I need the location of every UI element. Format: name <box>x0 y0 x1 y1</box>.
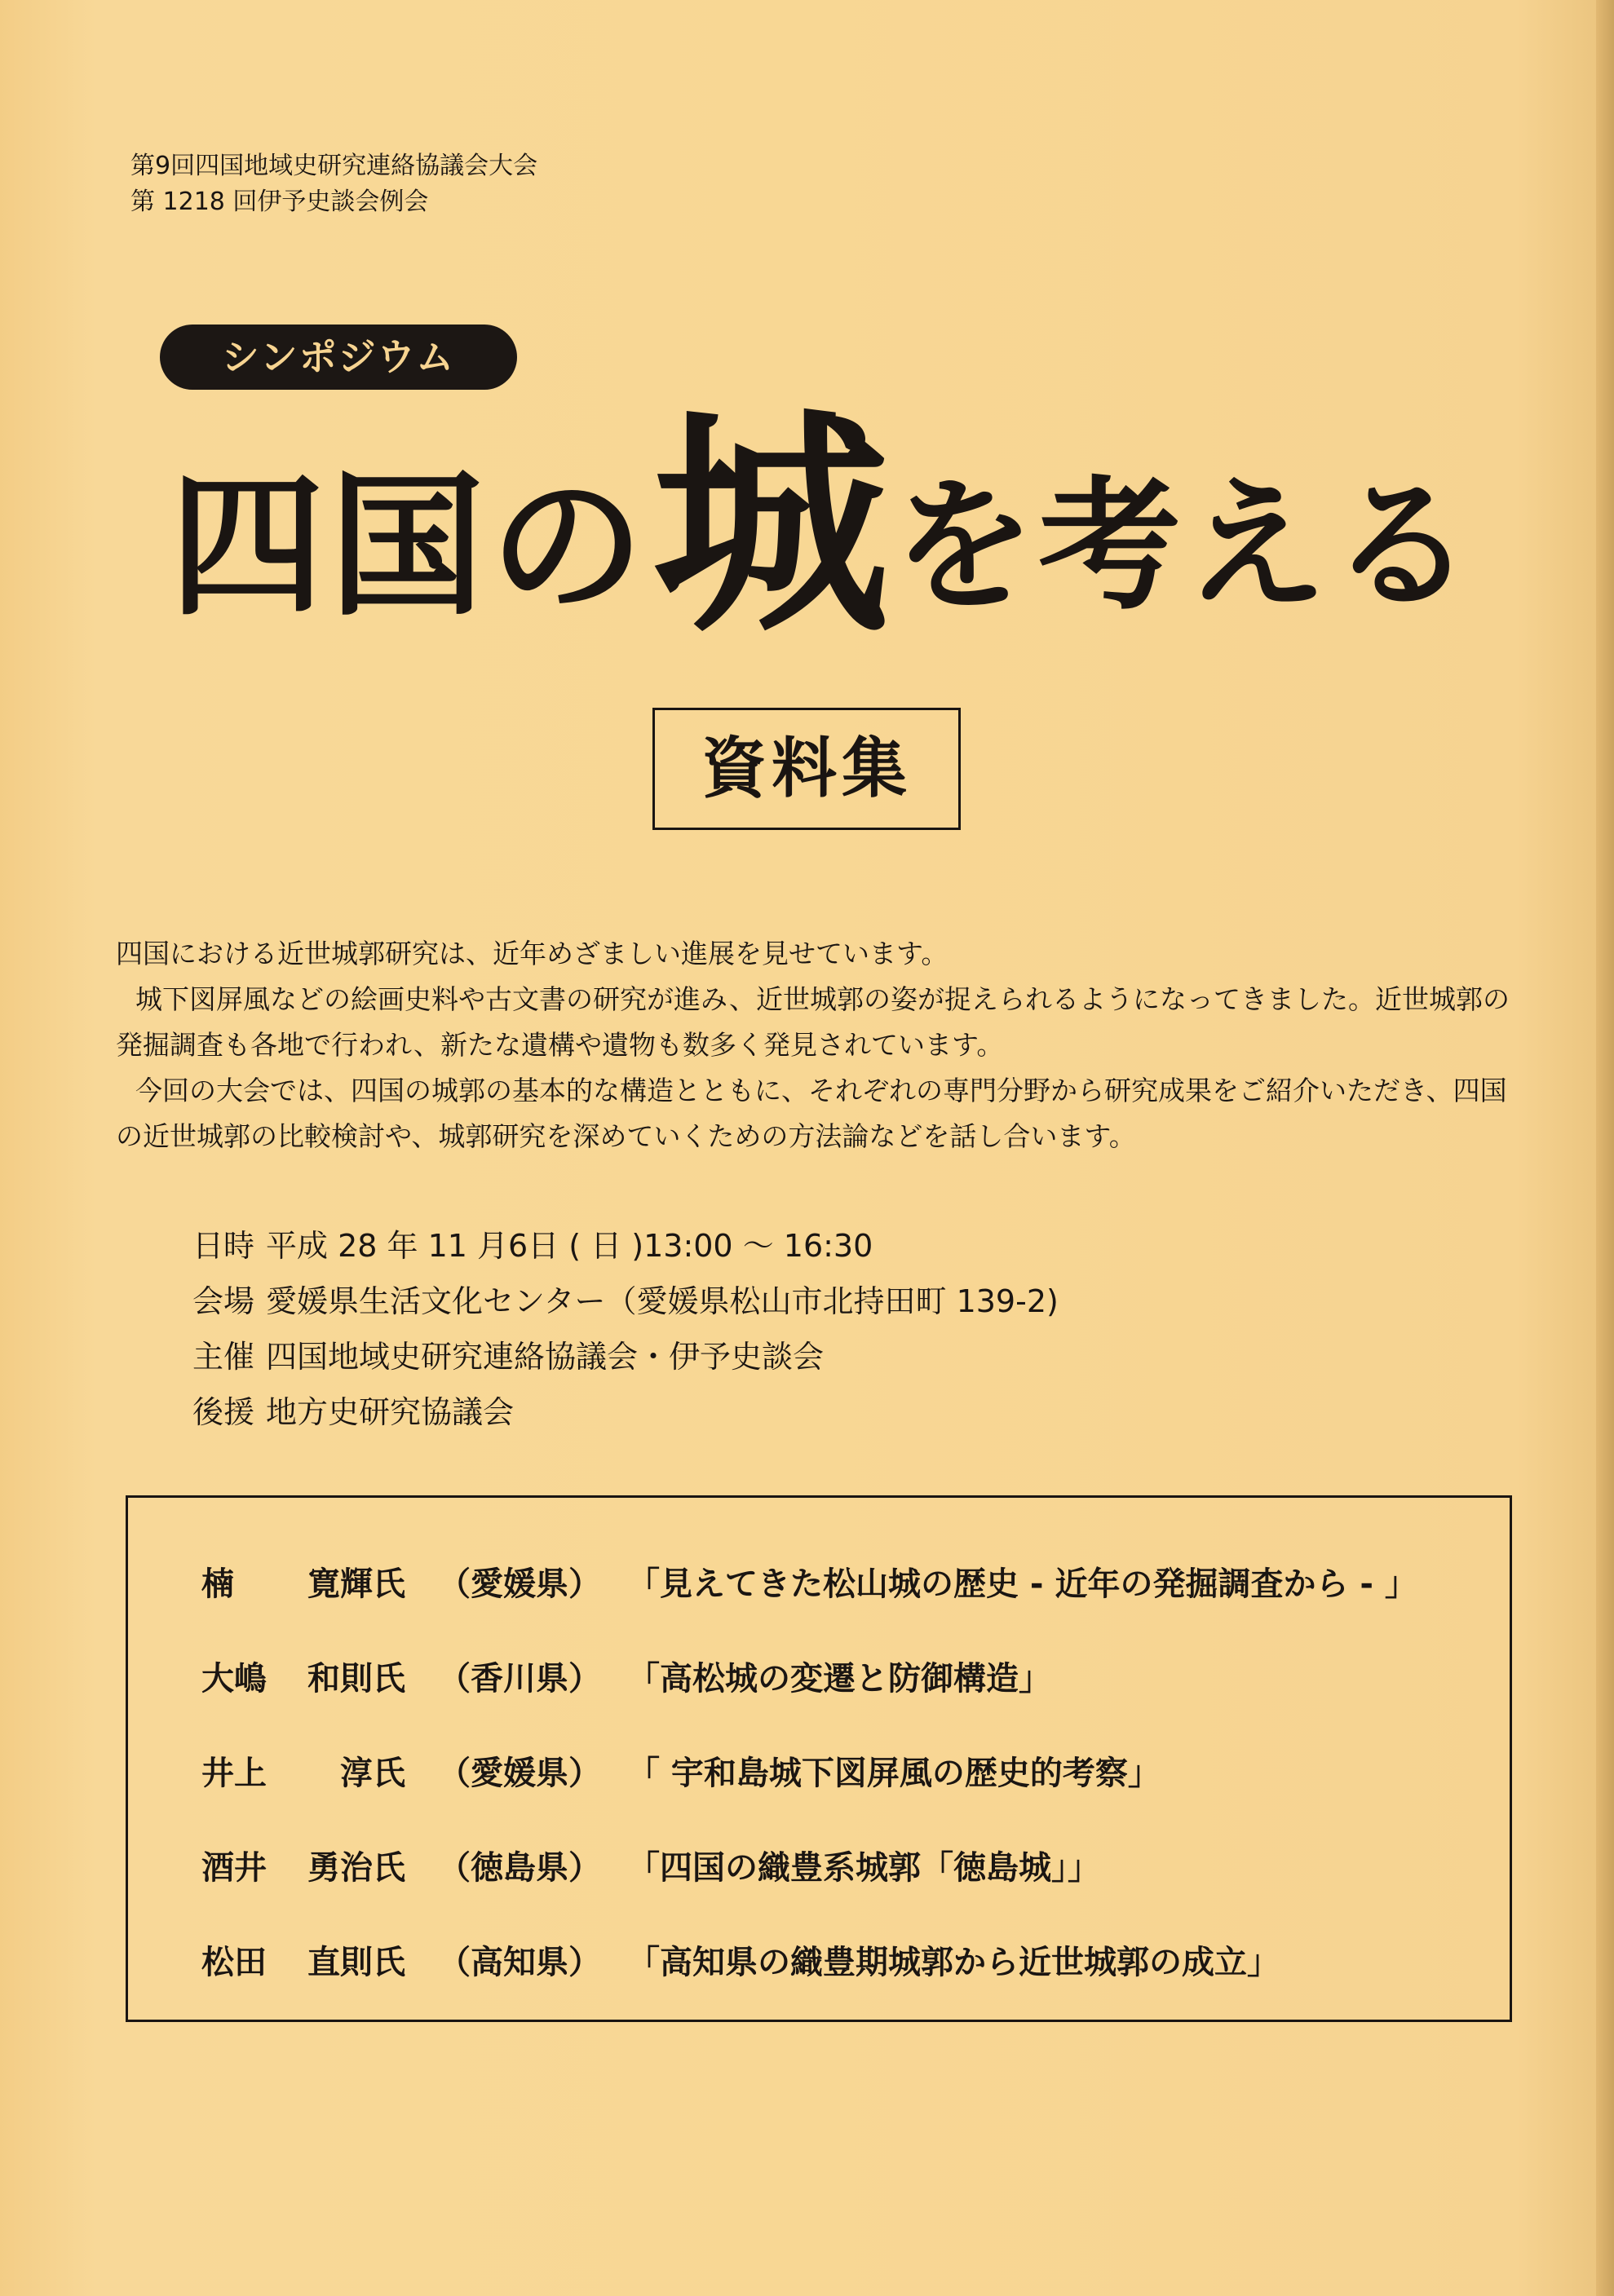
event-header-line-2: 第 1218 回伊予史談会例会 <box>130 188 429 216</box>
event-header-line-1: 第9回四国地域史研究連絡協議会大会 <box>130 152 538 180</box>
talk-title: 「高知県の織豊期城郭から近世城郭の成立」 <box>627 1944 1280 1981</box>
speaker-prefecture: （愛媛県） <box>438 1565 601 1603</box>
speaker-family-name: 楠 <box>201 1565 234 1603</box>
speaker-row <box>201 1747 1161 1794</box>
event-header <box>130 148 537 220</box>
info-row-organizer <box>192 1329 1059 1384</box>
info-label: 主催 <box>192 1339 255 1375</box>
intro-text <box>116 931 1510 1159</box>
subtitle-box: 資料集 <box>652 708 961 830</box>
info-value: 平成 28 年 11 月6日 ( 日 )13:00 ～ 16:30 <box>266 1228 873 1264</box>
speaker-family-name: 松田 <box>201 1944 267 1981</box>
talk-title: 「 宇和島城下図屏風の歴史的考察」 <box>627 1755 1161 1792</box>
talk-title: 「見えてきた松山城の歴史 - 近年の発掘調査から - 」 <box>627 1565 1417 1603</box>
main-title-part-1: 四国の <box>170 455 650 637</box>
speaker-prefecture: （香川県） <box>438 1660 601 1698</box>
info-label: 日時 <box>192 1228 255 1264</box>
info-label: 後援 <box>192 1394 255 1430</box>
main-title-part-3: を考える <box>892 462 1477 629</box>
speaker-prefecture: （愛媛県） <box>438 1755 601 1792</box>
speaker-given-name: 勇治氏 <box>307 1849 405 1887</box>
speaker-name <box>201 1653 438 1699</box>
intro-paragraph: 今回の大会では、四国の城郭の基本的な構造とともに、それぞれの専門分野から研究成果をご紹介いただき、四国の近世城郭の比較検討や、城郭研究を深めていくための方法論などを話し合います。 <box>116 1075 1507 1152</box>
speaker-name <box>201 1842 438 1888</box>
info-row-date <box>192 1218 1059 1274</box>
speaker-family-name: 酒井 <box>201 1849 267 1887</box>
speaker-name <box>201 1558 438 1605</box>
speakers-box <box>126 1495 1512 2022</box>
speaker-prefecture: （高知県） <box>438 1944 601 1981</box>
speaker-given-name: 淳氏 <box>340 1755 405 1792</box>
speaker-prefecture: （徳島県） <box>438 1849 601 1887</box>
info-value: 愛媛県生活文化センター（愛媛県松山市北持田町 139-2) <box>266 1283 1059 1319</box>
intro-paragraph: 四国における近世城郭研究は、近年めざましい進展を見せています。 <box>116 938 949 969</box>
speaker-row <box>201 1558 1417 1605</box>
speaker-given-name: 直則氏 <box>307 1944 405 1981</box>
intro-paragraph: 城下図屏風などの絵画史料や古文書の研究が進み、近世城郭の姿が捉えられるようになってきました。近世城郭の発掘調査も各地で行われ、新たな遺構や遺物も数多く発見されています。 <box>116 983 1510 1061</box>
info-label: 会場 <box>192 1283 255 1319</box>
main-title <box>170 387 1477 665</box>
info-value: 地方史研究協議会 <box>266 1394 515 1430</box>
page-edge <box>1596 0 1614 2296</box>
speaker-family-name: 大嶋 <box>201 1660 267 1698</box>
speaker-row <box>201 1936 1280 1983</box>
info-row-venue <box>192 1274 1059 1329</box>
talk-title: 「高松城の変遷と防御構造」 <box>627 1660 1051 1698</box>
talk-title: 「四国の織豊系城郭「徳島城」」 <box>627 1849 1100 1887</box>
speaker-row <box>201 1653 1051 1699</box>
speaker-name <box>201 1747 438 1794</box>
info-row-support <box>192 1384 1059 1440</box>
main-title-castle-kanji: 城 <box>652 387 890 665</box>
speaker-family-name: 井上 <box>201 1755 267 1792</box>
symposium-badge: シンポジウム <box>160 325 517 390</box>
speaker-given-name: 寛輝氏 <box>307 1565 405 1603</box>
speaker-name <box>201 1936 438 1983</box>
speaker-row <box>201 1842 1100 1888</box>
info-value: 四国地域史研究連絡協議会・伊予史談会 <box>266 1339 825 1375</box>
event-info <box>192 1218 1059 1440</box>
speaker-given-name: 和則氏 <box>307 1660 405 1698</box>
